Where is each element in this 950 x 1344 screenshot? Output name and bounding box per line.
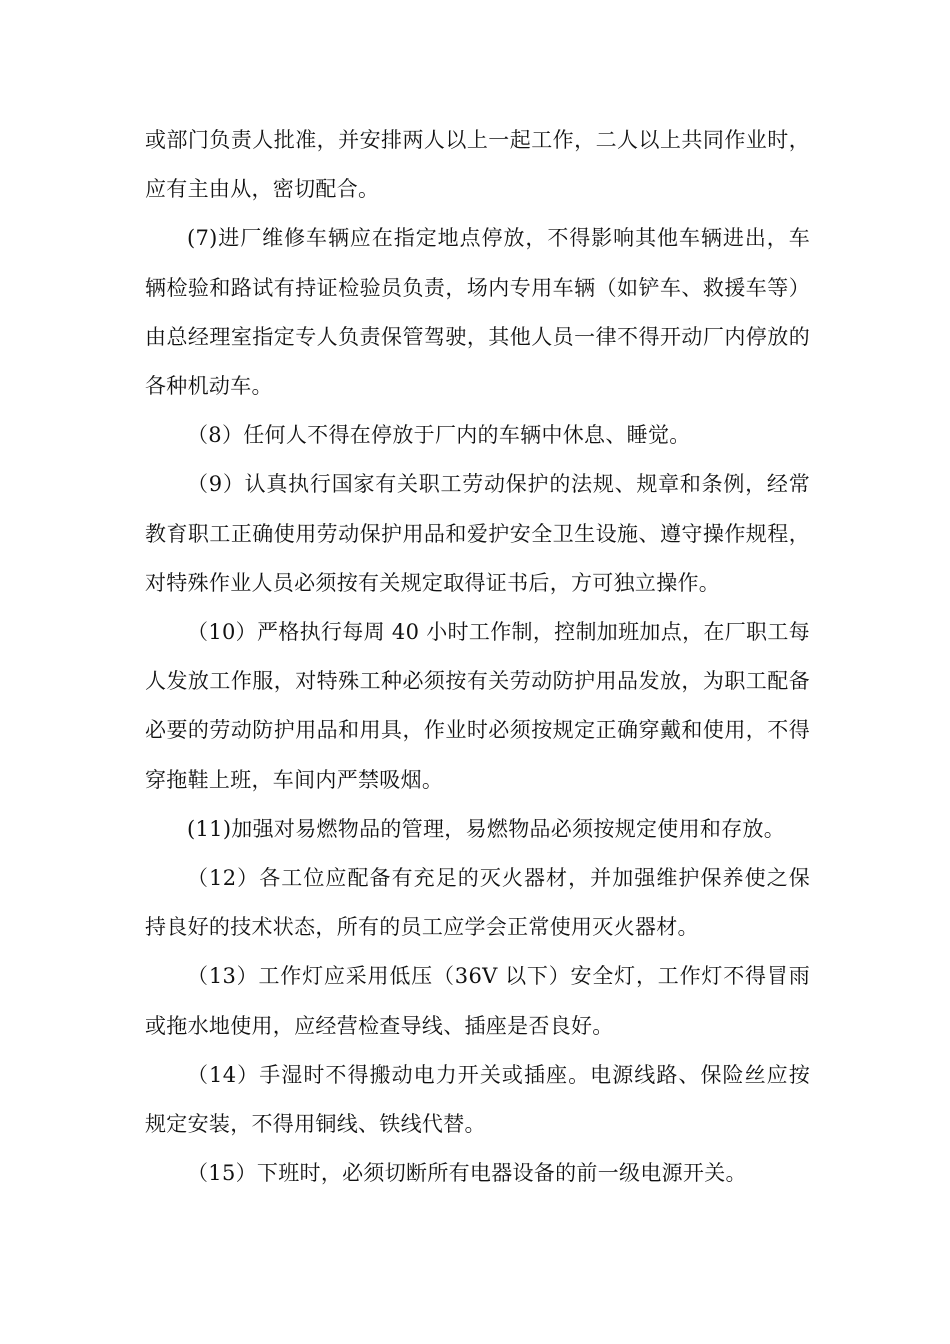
document-body — [145, 116, 810, 1198]
paragraph-item-11: (11)加强对易燃物品的管理，易燃物品必须按规定使用和存放。 — [187, 816, 786, 841]
paragraph-continuation: 或部门负责人批准，并安排两人以上一起工作，二人以上共同作业时，应有主由从，密切配合。 — [145, 128, 810, 202]
paragraph-item-15: （15）下班时，必须切断所有电器设备的前一级电源开关。 — [187, 1161, 747, 1186]
paragraph-item-14: （14）手湿时不得搬动电力开关或插座。电源线路、保险丝应按规定安装，不得用铜线、铁线代替。 — [145, 1062, 810, 1137]
paragraph-item-13: （13）工作灯应采用低压（36V 以下）安全灯，工作灯不得冒雨或拖水地使用，应经营检查导线、插座是否良好。 — [145, 964, 810, 1038]
paragraph-item-12: （12）各工位应配备有充足的灭火器材，并加强维护保养使之保持良好的技术状态，所有的员工应学会正常使用灭火器材。 — [145, 866, 810, 940]
paragraph-item-9: （9）认真执行国家有关职工劳动保护的法规、规章和条例，经常教育职工正确使用劳动保护用品和爱护安全卫生设施、遵守操作规程，对特殊作业人员必须按有关规定取得证书后，方可独立操作。 — [145, 472, 810, 595]
paragraph-item-7: (7)进厂维修车辆应在指定地点停放，不得影响其他车辆进出，车辆检验和路试有持证检验员负责，场内专用车辆（如铲车、救援车等）由总经理室指定专人负责保管驾驶，其他人员一律不得开动厂内停放的各种机动车。 — [145, 226, 810, 399]
paragraph-item-8: （8）任何人不得在停放于厂内的车辆中休息、睡觉。 — [187, 423, 691, 448]
paragraph-item-10: （10）严格执行每周 40 小时工作制，控制加班加点，在厂职工每人发放工作服，对特殊工种必须按有关劳动防护用品发放，为职工配备必要的劳动防护用品和用具，作业时必须按规定正确穿戴和使用，不得穿拖鞋上班，车间内严禁吸烟。 — [145, 620, 810, 792]
